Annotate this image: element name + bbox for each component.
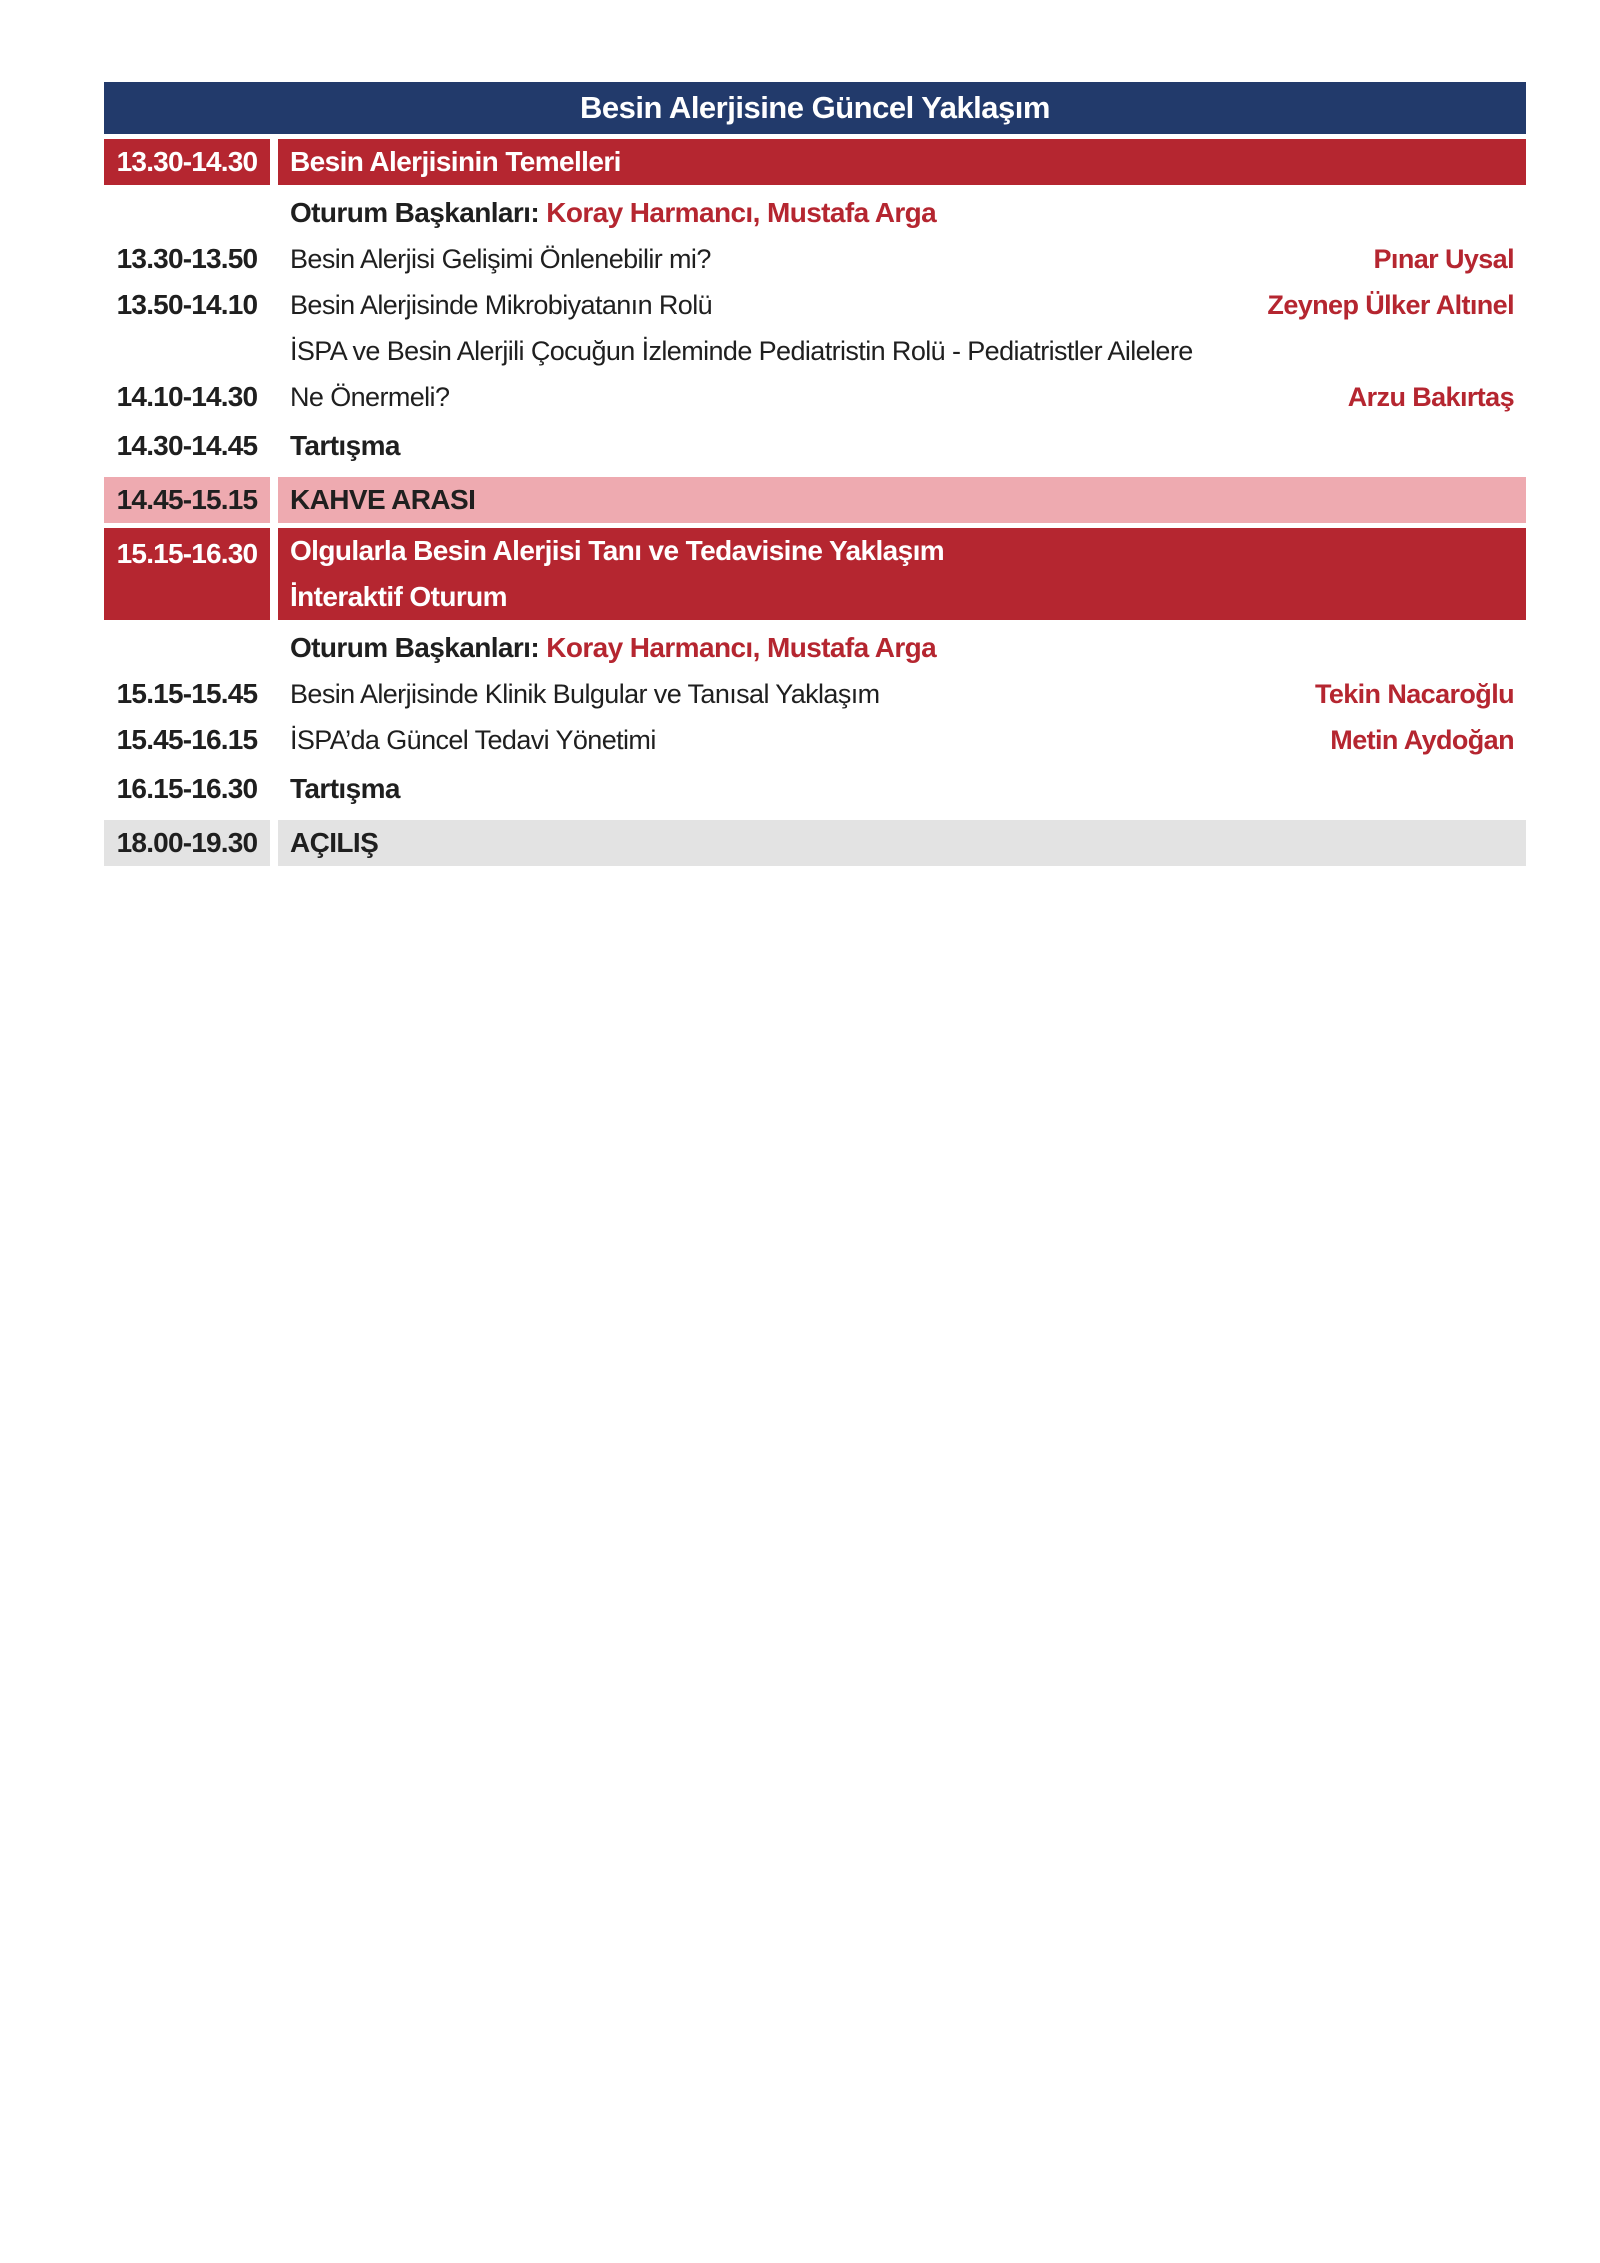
coffee-break-row [104, 477, 1526, 523]
break-label: KAHVE ARASI [278, 477, 1526, 523]
opening-label: AÇILIŞ [278, 820, 1526, 866]
chairs-names: Koray Harmancı, Mustafa Arga [546, 632, 937, 663]
talk-title: Besin Alerjisinde Klinik Bulgular ve Tanısal Yaklaşım [290, 679, 880, 709]
session-title-line2: İnteraktif Oturum [290, 581, 507, 612]
talk-row [104, 671, 1526, 717]
discussion-time: 16.15-16.30 [116, 773, 258, 804]
talk-row-continued [104, 328, 1526, 374]
talk-title: Besin Alerjisi Gelişimi Önlenebilir mi? [290, 244, 711, 274]
talk-speaker: Arzu Bakırtaş [1347, 382, 1514, 412]
opening-time: 18.00-19.30 [104, 820, 270, 866]
talk-row [104, 236, 1526, 282]
session-time: 13.30-14.30 [104, 139, 270, 185]
talk-time: 15.15-15.45 [116, 678, 258, 709]
program-title: Besin Alerjisine Güncel Yaklaşım [104, 82, 1526, 134]
discussion-label: Tartışma [290, 773, 400, 804]
talk-title-line2: Ne Önermeli? [290, 382, 450, 412]
talk-title: İSPA’da Güncel Tedavi Yönetimi [290, 725, 656, 755]
talk-row [104, 282, 1526, 328]
talk-title: Besin Alerjisinde Mikrobiyatanın Rolü [290, 290, 713, 320]
session-chairs [104, 190, 1526, 236]
chairs-names: Koray Harmancı, Mustafa Arga [546, 197, 937, 228]
discussion-label: Tartışma [290, 430, 400, 461]
talk-time: 15.45-16.15 [116, 724, 258, 755]
opening-row [104, 820, 1526, 866]
talk-time: 14.10-14.30 [116, 381, 258, 412]
session-header-2 [104, 528, 1526, 620]
discussion-time: 14.30-14.45 [116, 430, 258, 461]
talk-title-line1: İSPA ve Besin Alerjili Çocuğun İzleminde Pediatristin Rolü - Pediatristler Ailelere [290, 336, 1193, 366]
program-table [104, 82, 1526, 866]
chairs-label: Oturum Başkanları: [290, 632, 540, 663]
session-title-line1: Olgularla Besin Alerjisi Tanı ve Tedavisine Yaklaşım [290, 535, 945, 566]
talk-time: 13.50-14.10 [116, 289, 258, 320]
talk-speaker: Pınar Uysal [1373, 244, 1514, 274]
talk-row [104, 374, 1526, 420]
session-title: Besin Alerjisinin Temelleri [278, 139, 1526, 185]
talk-row [104, 717, 1526, 763]
talk-speaker: Zeynep Ülker Altınel [1267, 290, 1514, 320]
break-time: 14.45-15.15 [104, 477, 270, 523]
session-header-1 [104, 139, 1526, 185]
discussion-row [104, 420, 1526, 472]
talk-speaker: Metin Aydoğan [1330, 725, 1514, 755]
session-chairs [104, 625, 1526, 671]
talk-time: 13.30-13.50 [116, 243, 258, 274]
session-time: 15.15-16.30 [104, 528, 270, 620]
talk-speaker: Tekin Nacaroğlu [1314, 679, 1514, 709]
discussion-row [104, 763, 1526, 815]
chairs-label: Oturum Başkanları: [290, 197, 540, 228]
